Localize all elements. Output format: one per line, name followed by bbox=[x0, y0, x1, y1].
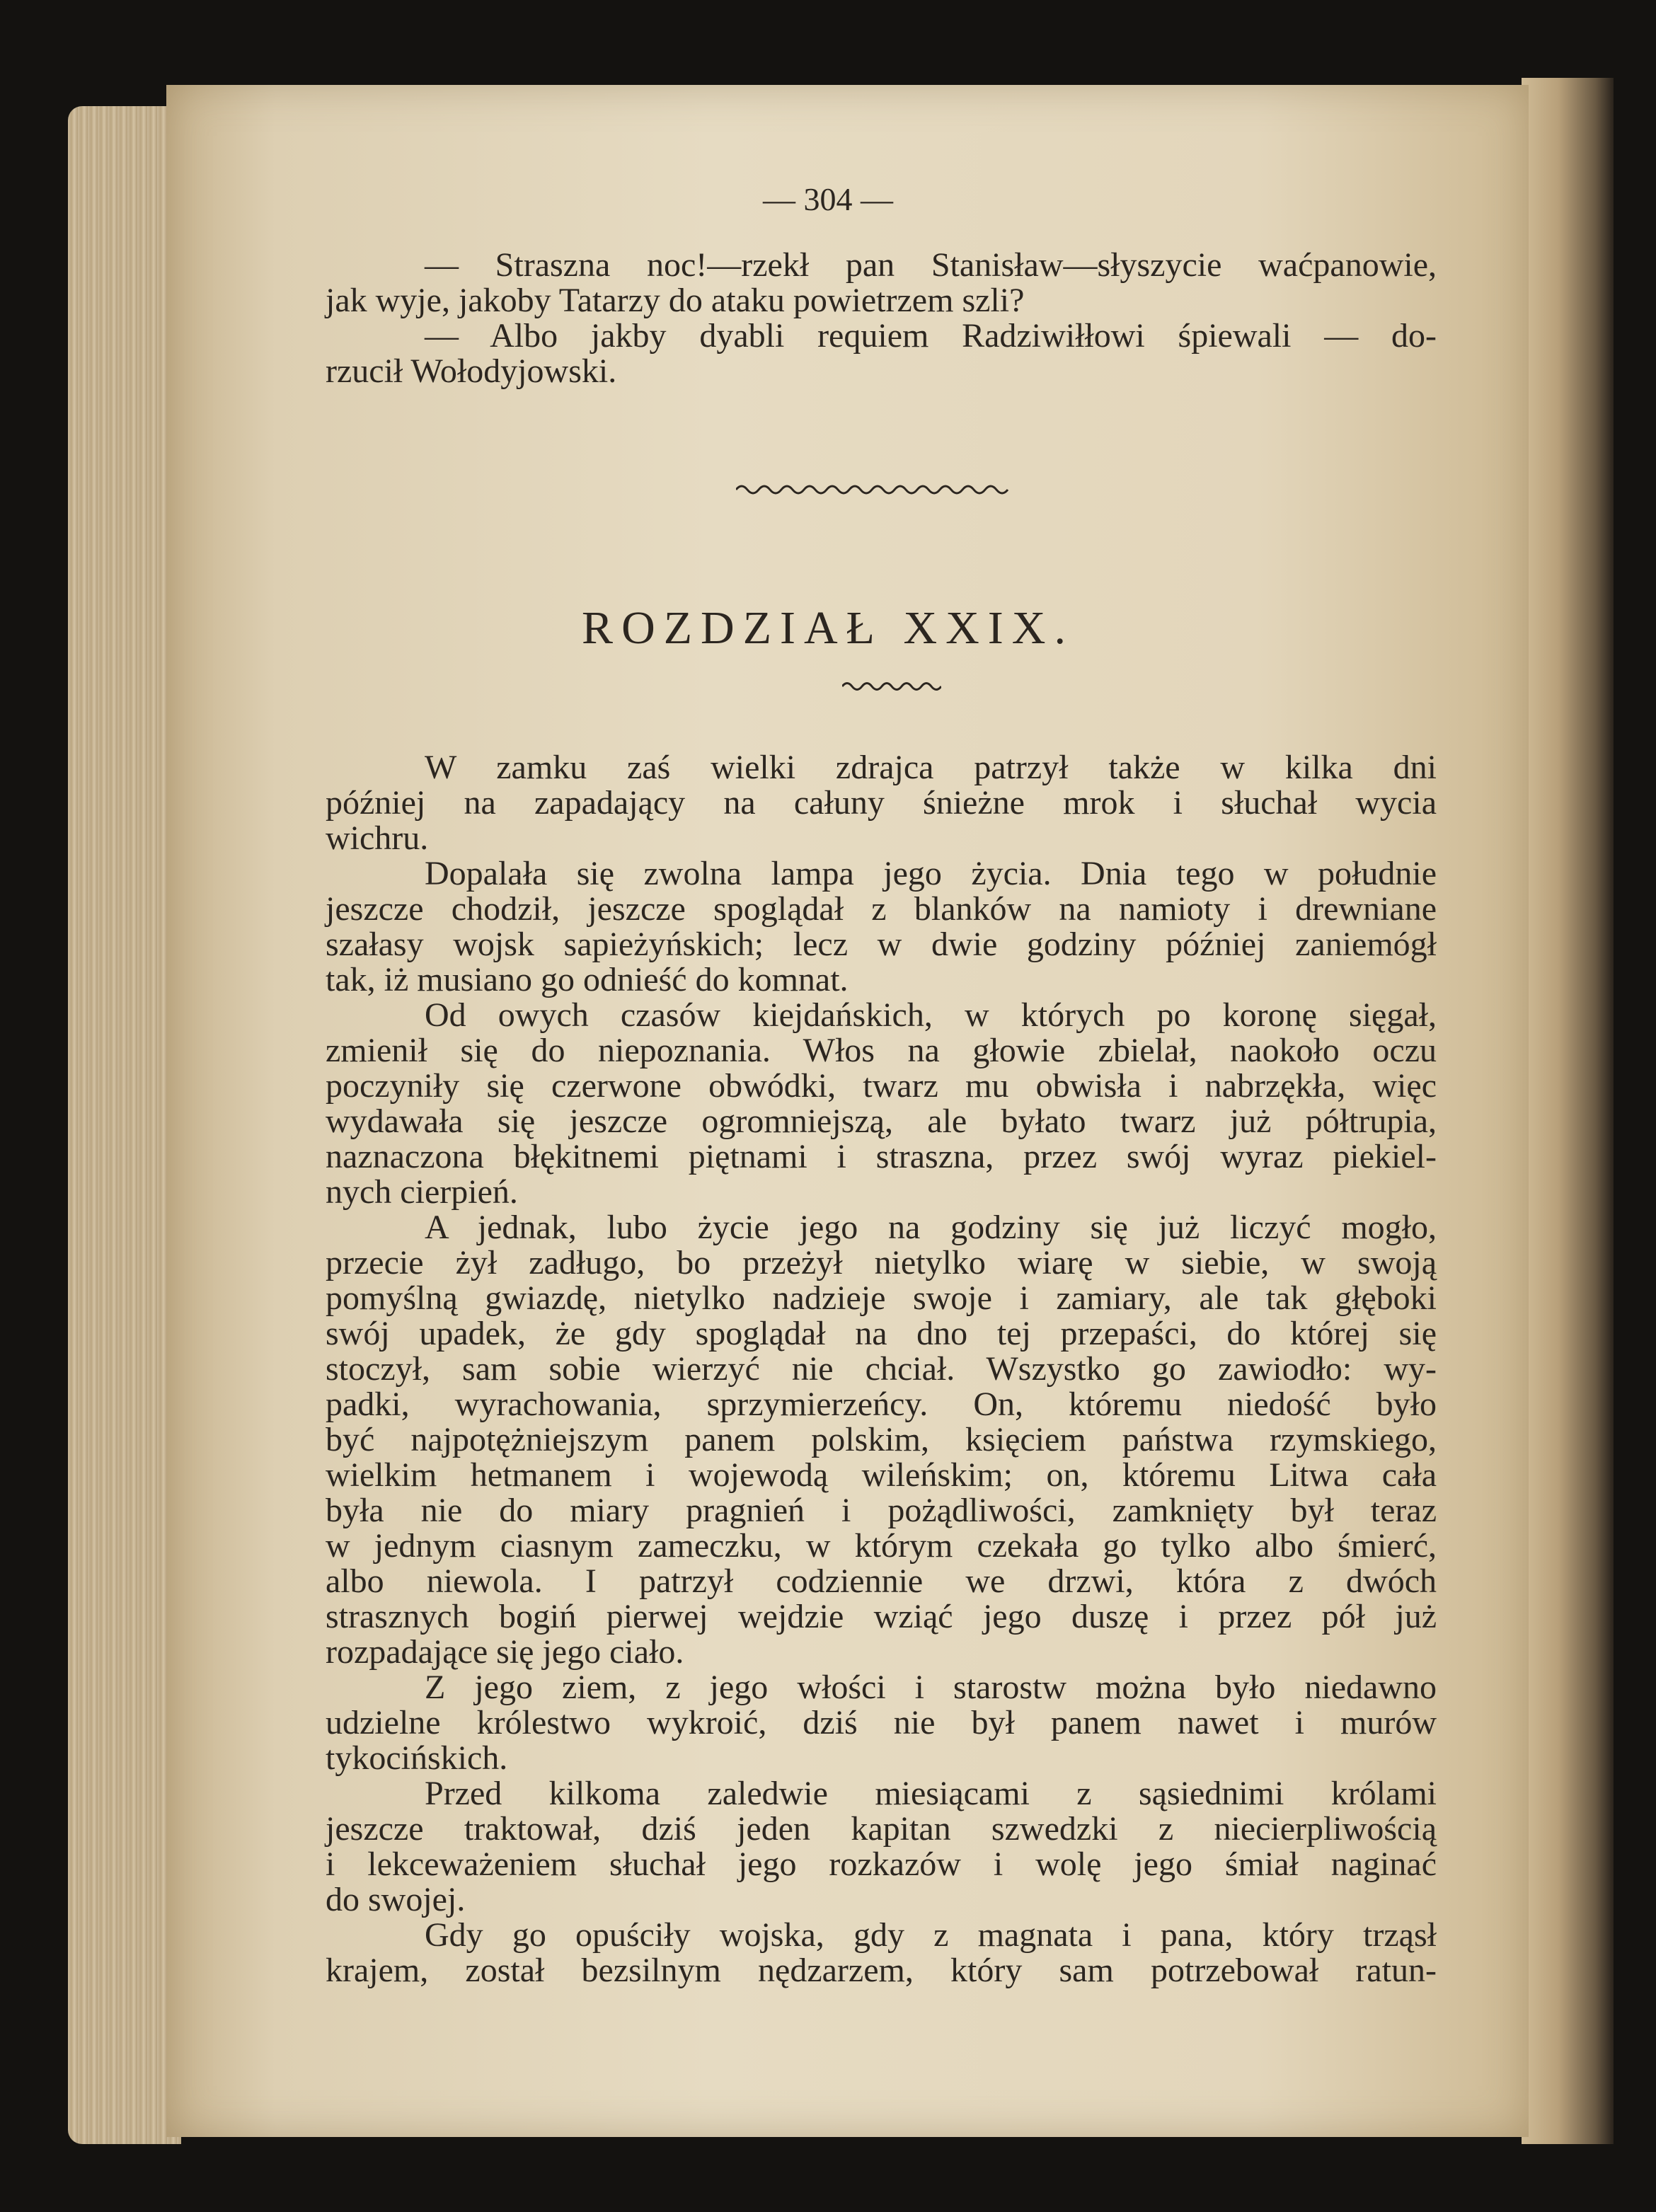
text-line: wichru. bbox=[326, 819, 429, 857]
text-line: Od owych czasów kiejdańskich, w których po koronę sięgał, bbox=[425, 996, 1437, 1034]
book-page-edges bbox=[68, 106, 181, 2144]
text-line: udzielne królestwo wykroić, dziś nie był panem nawet i murów bbox=[326, 1704, 1437, 1741]
text-line: strasznych bogiń pierwej wejdzie wziąć jego duszę i przez pół już bbox=[326, 1598, 1437, 1635]
text-line: stoczył, sam sobie wierzyć nie chciał. Wszystko go zawiodło: wy- bbox=[326, 1350, 1437, 1388]
text-line: do swojej. bbox=[326, 1881, 466, 1918]
chapter-title: ROZDZIAŁ XXIX. bbox=[582, 602, 1074, 654]
text-line: Z jego ziem, z jego włości i starostw można było niedawno bbox=[425, 1669, 1437, 1706]
page-number: — 304 — bbox=[763, 181, 893, 217]
text-line: zmienił się do niepoznania. Włos na głowie zbielał, naokoło oczu bbox=[326, 1032, 1437, 1069]
text-line: pomyślną gwiazdę, nietylko nadzieje swoje i zamiary, ale tak głęboki bbox=[326, 1279, 1437, 1317]
text-line: i lekceważeniem słuchał jego rozkazów i wolę jego śmiał naginać bbox=[326, 1845, 1437, 1883]
text-line: — Albo jakby dyabli requiem Radziwiłłowi śpiewali — do- bbox=[425, 317, 1437, 355]
text-line: przecie żył zadługo, bo przeżył nietylko wiarę w siebie, w swoją bbox=[326, 1244, 1437, 1281]
wavy-divider-ornament bbox=[736, 481, 1008, 498]
text-line: później na zapadający na całuny śnieżne mrok i słuchał wycia bbox=[326, 784, 1437, 822]
text-line: rzucił Wołodyjowski. bbox=[326, 352, 617, 390]
body-text bbox=[326, 750, 1437, 1988]
text-line: była nie do miary pragnień i pożądliwości, zamknięty był teraz bbox=[326, 1492, 1437, 1529]
text-line: nych cierpień. bbox=[326, 1173, 518, 1211]
text-line: swój upadek, że gdy spoglądał na dno tej przepaści, do której się bbox=[326, 1315, 1437, 1352]
text-line: albo niewola. I patrzył codziennie we drzwi, która z dwóch bbox=[326, 1562, 1437, 1600]
text-line: wydawała się jeszcze ogromniejszą, ale byłato twarz już półtrupia, bbox=[326, 1102, 1437, 1140]
text-line: — Straszna noc!—rzekł pan Stanisław—słyszycie waćpanowie, bbox=[425, 246, 1437, 284]
text-line: poczyniły się czerwone obwódki, twarz mu obwisła i nabrzękła, więc bbox=[326, 1067, 1437, 1105]
text-line: Przed kilkoma zaledwie miesiącami z sąsiednimi królami bbox=[425, 1775, 1437, 1812]
text-line: naznaczona błękitnemi piętnami i straszna, przez swój wyraz piekiel- bbox=[326, 1138, 1437, 1175]
text-line: tykocińskich. bbox=[326, 1739, 508, 1777]
dialogue-block bbox=[326, 248, 1437, 389]
book-binding-edge bbox=[1522, 78, 1614, 2144]
text-line: być najpotężniejszym panem polskim, księciem państwa rzymskiego, bbox=[326, 1421, 1437, 1458]
text-line: A jednak, lubo życie jego na godziny się już liczyć mogło, bbox=[425, 1209, 1437, 1246]
text-line: krajem, został bezsilnym nędzarzem, który sam potrzebował ratun- bbox=[326, 1952, 1437, 1989]
small-wavy-ornament bbox=[842, 679, 941, 693]
text-line: Gdy go opuściły wojska, gdy z magnata i pana, który trząsł bbox=[425, 1916, 1437, 1954]
text-line: jeszcze traktował, dziś jeden kapitan szwedzki z niecierpliwością bbox=[326, 1810, 1437, 1848]
text-line: Dopalała się zwolna lampa jego życia. Dnia tego w południe bbox=[425, 855, 1437, 892]
text-line: padki, wyrachowania, sprzymierzeńcy. On, któremu niedość było bbox=[326, 1386, 1437, 1423]
text-line: szałasy wojsk sapieżyńskich; lecz w dwie godziny później zaniemógł bbox=[326, 926, 1437, 963]
text-line: w jednym ciasnym zameczku, w którym czekała go tylko albo śmierć, bbox=[326, 1527, 1437, 1565]
text-line: jeszcze chodził, jeszcze spoglądał z blanków na namioty i drewniane bbox=[326, 890, 1437, 928]
text-line: tak, iż musiano go odnieść do komnat. bbox=[326, 961, 849, 998]
text-line: rozpadające się jego ciało. bbox=[326, 1633, 684, 1671]
text-line: W zamku zaś wielki zdrajca patrzył także w kilka dni bbox=[425, 749, 1437, 786]
text-line: wielkim hetmanem i wojewodą wileńskim; on, któremu Litwa cała bbox=[326, 1456, 1437, 1494]
text-line: jak wyje, jakoby Tatarzy do ataku powietrzem szli? bbox=[326, 282, 1025, 319]
